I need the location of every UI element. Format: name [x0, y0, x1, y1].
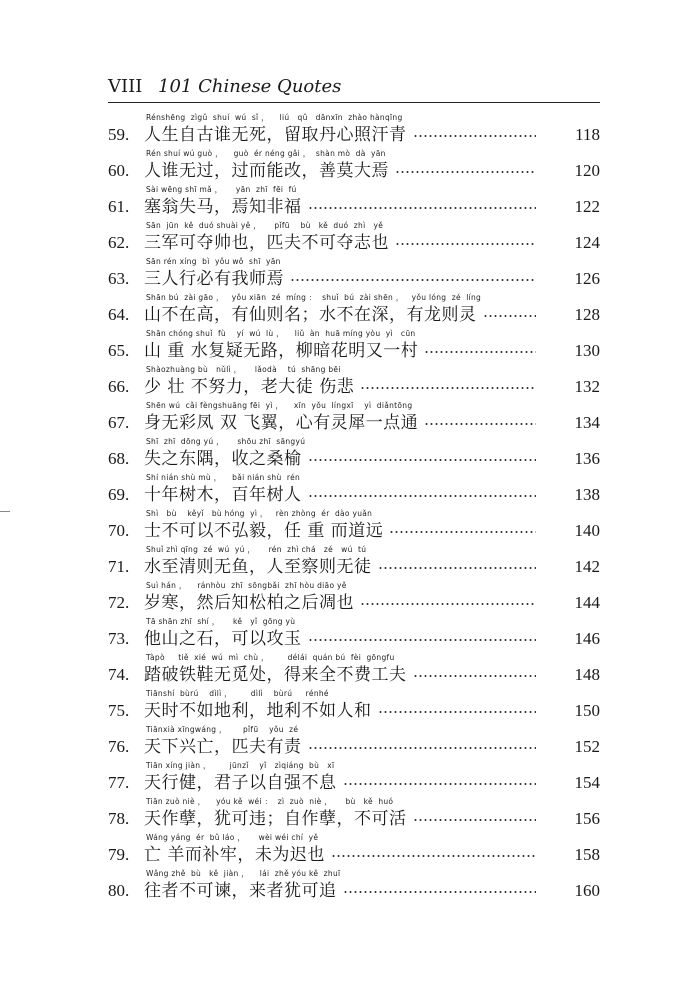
- entry-page-number: 136: [536, 448, 600, 470]
- entry-quote-text: 踏破铁鞋无觅处，得来全不费工夫: [144, 665, 407, 685]
- entry-number: 73.: [108, 629, 130, 648]
- toc-entry[interactable]: [0, 220, 700, 256]
- entry-quote-text: 往者不可谏，来者犹可追: [144, 881, 337, 901]
- entry-quote-text: 人生自古谁无死，留取丹心照汗青: [144, 125, 407, 145]
- entry-number: 72.: [108, 593, 130, 612]
- toc-entry[interactable]: [0, 832, 700, 868]
- entry-quote: [144, 447, 556, 471]
- entry-quote-text: 山不在高，有仙则名；水不在深，有龙则灵: [144, 305, 477, 325]
- entry-pinyin: Tiānshí bùrú dìlì ， dìlì bùrú rénhé: [146, 689, 329, 698]
- entry-quote-text: 岁寒，然后知松柏之后凋也: [144, 593, 354, 613]
- dot-leader: [378, 707, 557, 717]
- dot-leader: [413, 671, 557, 681]
- entry-page-number: 146: [536, 628, 600, 650]
- entry-number: 71.: [108, 557, 130, 576]
- toc-entry[interactable]: [0, 148, 700, 184]
- toc-entry[interactable]: [0, 292, 700, 328]
- entry-pinyin: Shì bù kěyǐ bù hóng yì ， rèn zhòng ér dào yuǎn: [146, 509, 373, 518]
- dot-leader: [378, 563, 557, 573]
- entry-pinyin: Shuǐ zhì qīng zé wú yú ， rén zhì chá zé wú tú: [146, 545, 367, 554]
- toc-entry[interactable]: [0, 796, 700, 832]
- entry-number: 69.: [108, 485, 130, 504]
- dot-leader: [343, 779, 557, 789]
- toc-entry[interactable]: [0, 616, 700, 652]
- entry-quote-text: 天下兴亡，匹夫有责: [144, 737, 302, 757]
- entry-quote: [144, 627, 556, 651]
- entry-pinyin: Wǎng zhě bù kě jiàn ， lái zhě yóu kě zhuī: [146, 869, 341, 878]
- toc-entry[interactable]: [0, 184, 700, 220]
- entry-number: 66.: [108, 377, 130, 396]
- toc-entry[interactable]: [0, 652, 700, 688]
- entry-quote-text: 失之东隅，收之桑榆: [144, 449, 302, 469]
- entry-quote: [144, 771, 556, 795]
- entry-quote: [144, 411, 556, 435]
- entry-quote: [144, 807, 556, 831]
- table-of-contents: [0, 112, 700, 904]
- entry-quote: [144, 195, 556, 219]
- entry-pinyin: Suì hán ， ránhòu zhī sōngbǎi zhī hòu diāo yě: [146, 581, 347, 590]
- entry-page-number: 142: [536, 556, 600, 578]
- entry-quote-text: 身无彩凤 双 飞翼，心有灵犀一点通: [144, 413, 419, 433]
- entry-pinyin: Tā shān zhī shí ， kě yǐ gōng yù: [146, 617, 296, 626]
- dot-leader: [308, 203, 557, 213]
- entry-number: 74.: [108, 665, 130, 684]
- entry-number: 78.: [108, 809, 130, 828]
- entry-page-number: 126: [536, 268, 600, 290]
- dot-leader: [290, 275, 556, 285]
- toc-entry[interactable]: [0, 760, 700, 796]
- entry-quote: [144, 303, 556, 327]
- entry-quote: [144, 231, 556, 255]
- toc-entry[interactable]: [0, 688, 700, 724]
- entry-number: 77.: [108, 773, 130, 792]
- entry-quote: [144, 699, 556, 723]
- entry-quote: [144, 267, 556, 291]
- entry-page-number: 120: [536, 160, 600, 182]
- entry-quote-text: 他山之石，可以攻玉: [144, 629, 302, 649]
- entry-page-number: 118: [536, 124, 600, 146]
- entry-quote-text: 三军可夺帅也，匹夫不可夺志也: [144, 233, 389, 253]
- entry-pinyin: Sài wēng shī mǎ ， yān zhī fēi fú: [146, 185, 297, 194]
- entry-pinyin: Wáng yáng ér bǔ láo ， wèi wéi chí yě: [146, 833, 319, 842]
- entry-quote: [144, 663, 556, 687]
- entry-number: 75.: [108, 701, 130, 720]
- running-header: [108, 76, 600, 103]
- entry-page-number: 132: [536, 376, 600, 398]
- book-title: 101 Chinese Quotes: [158, 76, 342, 97]
- entry-quote-text: 天作孽，犹可违；自作孽，不可活: [144, 809, 407, 829]
- entry-number: 63.: [108, 269, 130, 288]
- entry-quote: [144, 843, 556, 867]
- entry-number: 79.: [108, 845, 130, 864]
- entry-quote: [144, 159, 556, 183]
- entry-quote-text: 山 重 水复疑无路，柳暗花明又一村: [144, 341, 419, 361]
- entry-page-number: 150: [536, 700, 600, 722]
- entry-number: 60.: [108, 161, 130, 180]
- toc-entry[interactable]: [0, 436, 700, 472]
- entry-pinyin: Shān chóng shuǐ fù yí wú lù ， liǔ àn huā míng yòu yì cūn: [146, 329, 416, 338]
- entry-pinyin: Shēn wú cǎi fèngshuāng fēi yì ， xīn yǒu língxī yì diǎntōng: [146, 401, 413, 410]
- entry-number: 64.: [108, 305, 130, 324]
- entry-quote-text: 少 壮 不努力，老大徒 伤悲: [144, 377, 355, 397]
- entry-quote: [144, 591, 556, 615]
- entry-number: 67.: [108, 413, 130, 432]
- entry-pinyin: Tiānxià xīngwáng ， pǐfū yǒu zé: [146, 725, 299, 734]
- entry-number: 76.: [108, 737, 130, 756]
- entry-quote-text: 士不可以不弘毅，任 重 而道远: [144, 521, 384, 541]
- entry-page-number: 156: [536, 808, 600, 830]
- toc-entry[interactable]: [0, 724, 700, 760]
- entry-page-number: 148: [536, 664, 600, 686]
- entry-page-number: 154: [536, 772, 600, 794]
- page-roman-numeral: VIII: [108, 76, 143, 97]
- entry-page-number: 130: [536, 340, 600, 362]
- entry-quote-text: 十年树木，百年树人: [144, 485, 302, 505]
- toc-entry[interactable]: [0, 400, 700, 436]
- entry-quote-text: 塞翁失马，焉知非福: [144, 197, 302, 217]
- entry-number: 68.: [108, 449, 130, 468]
- toc-entry[interactable]: [0, 508, 700, 544]
- entry-number: 80.: [108, 881, 130, 900]
- dot-leader: [395, 167, 556, 177]
- entry-quote: [144, 375, 556, 399]
- toc-entry[interactable]: [0, 580, 700, 616]
- entry-page-number: 122: [536, 196, 600, 218]
- entry-pinyin: Tiān zuò niè ， yóu kě wéi ： zì zuò niè ， bù kě huó: [146, 797, 394, 806]
- entry-quote-text: 三人行必有我师焉: [144, 269, 284, 289]
- dot-leader: [308, 743, 557, 753]
- entry-pinyin: Tàpò tiě xié wú mì chù ， délái quán bú fèi gōngfu: [146, 653, 395, 662]
- entry-page-number: 144: [536, 592, 600, 614]
- toc-entry[interactable]: [0, 112, 700, 148]
- entry-quote: [144, 339, 556, 363]
- entry-quote: [144, 123, 556, 147]
- dot-leader: [308, 491, 557, 501]
- toc-entry[interactable]: [0, 472, 700, 508]
- entry-page-number: 140: [536, 520, 600, 542]
- entry-page-number: 134: [536, 412, 600, 434]
- entry-quote: [144, 555, 556, 579]
- entry-quote: [144, 879, 556, 903]
- entry-pinyin: Rén shuí wú guò ， guò ér néng gǎi ， shàn mò dà yān: [146, 149, 386, 158]
- toc-entry[interactable]: [0, 544, 700, 580]
- entry-pinyin: Shàozhuàng bù nǔlì ， lǎodà tú shāng bēi: [146, 365, 341, 374]
- entry-quote: [144, 735, 556, 759]
- toc-entry[interactable]: [0, 868, 700, 904]
- dot-leader: [343, 887, 557, 897]
- entry-quote-text: 水至清则无鱼，人至察则无徒: [144, 557, 372, 577]
- entry-pinyin: Sān rén xíng bì yǒu wǒ shī yān: [146, 257, 281, 266]
- dot-leader: [413, 815, 557, 825]
- entry-pinyin: Sān jūn kě duó shuài yě ， pǐfū bù kě duó zhì yě: [146, 221, 384, 230]
- toc-entry[interactable]: [0, 256, 700, 292]
- entry-pinyin: Tiān xíng jiàn ， jūnzǐ yǐ zìqiáng bù xī: [146, 761, 335, 770]
- entry-quote: [144, 519, 556, 543]
- dot-leader: [395, 239, 556, 249]
- dot-leader: [308, 635, 557, 645]
- toc-entry[interactable]: [0, 328, 700, 364]
- entry-number: 62.: [108, 233, 130, 252]
- entry-number: 70.: [108, 521, 130, 540]
- dot-leader: [360, 599, 556, 609]
- entry-page-number: 152: [536, 736, 600, 758]
- dot-leader: [308, 455, 557, 465]
- entry-pinyin: Shī zhī dōng yú ， shōu zhī sāngyú: [146, 437, 306, 446]
- entry-page-number: 138: [536, 484, 600, 506]
- dot-leader: [413, 131, 557, 141]
- entry-quote-text: 天行健，君子以自强不息: [144, 773, 337, 793]
- entry-pinyin: Shí nián shù mù ， bǎi nián shù rén: [146, 473, 301, 482]
- entry-page-number: 128: [536, 304, 600, 326]
- entry-quote: [144, 483, 556, 507]
- dot-leader: [389, 527, 556, 537]
- entry-page-number: 124: [536, 232, 600, 254]
- entry-quote-text: 人谁无过，过而能改，善莫大焉: [144, 161, 389, 181]
- entry-number: 59.: [108, 125, 130, 144]
- entry-pinyin: Rénshēng zìgǔ shuí wú sǐ ， liú qǔ dānxīn zhào hànqīng: [146, 113, 403, 122]
- entry-page-number: 158: [536, 844, 600, 866]
- entry-pinyin: Shān bú zài gāo ， yǒu xiān zé míng ： shuǐ bú zài shēn ， yǒu lóng zé líng: [146, 293, 482, 302]
- entry-number: 61.: [108, 197, 130, 216]
- toc-entry[interactable]: [0, 364, 700, 400]
- dot-leader: [331, 851, 556, 861]
- entry-page-number: 160: [536, 880, 600, 902]
- entry-number: 65.: [108, 341, 130, 360]
- entry-quote-text: 亡 羊而补牢，未为迟也: [144, 845, 325, 865]
- dot-leader: [360, 383, 556, 393]
- entry-quote-text: 天时不如地利，地利不如人和: [144, 701, 372, 721]
